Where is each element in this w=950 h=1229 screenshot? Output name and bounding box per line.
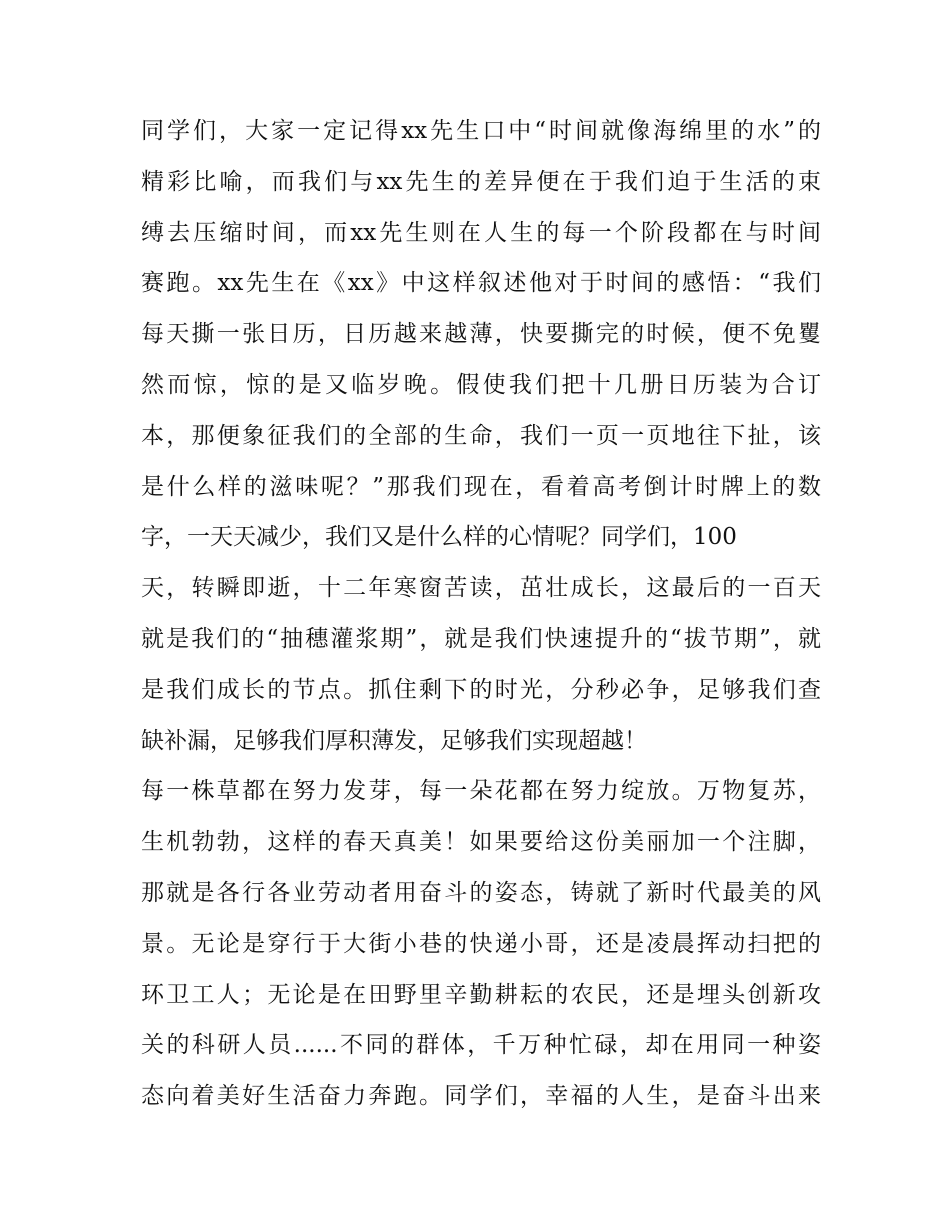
text-line: 缚去压缩时间，而xx先生则在人生的每一个阶段都在与时间 xyxy=(141,219,821,246)
text-line: 本，那便象征我们的全部的生命，我们一页一页地往下扯，该 xyxy=(141,422,821,449)
text-line: 景。无论是穿行于大街小巷的快递小哥，还是凌晨挥动扫把的 xyxy=(141,930,821,957)
text-line: 就是我们的“抽穗灌浆期”，就是我们快速提升的“拔节期”，就 xyxy=(141,625,821,652)
text-line: 是我们成长的节点。抓住剩下的时光，分秒必争，足够我们查 xyxy=(141,676,821,703)
text-line: 每一株草都在努力发芽，每一朵花都在努力绽放。万物复苏， xyxy=(141,778,821,805)
paragraph-2 xyxy=(141,766,821,1122)
text-line: 那就是各行各业劳动者用奋斗的姿态，铸就了新时代最美的风 xyxy=(141,879,821,906)
text-line: 同学们，大家一定记得xx先生口中“时间就像海绵里的水”的 xyxy=(141,118,821,144)
text-line: 环卫工人；无论是在田野里辛勤耕耘的农民，还是埋头创新攻 xyxy=(141,981,821,1008)
paragraph-1 xyxy=(141,106,821,766)
text-line: 生机勃勃，这样的春天真美！如果要给这份美丽加一个注脚， xyxy=(141,829,821,856)
text-line: 精彩比喻，而我们与xx先生的差异便在于我们迫于生活的束 xyxy=(141,168,821,195)
text-line: 赛跑。xx先生在《xx》中这样叙述他对于时间的感悟：“我们 xyxy=(141,270,821,297)
text-line: 关的科研人员......不同的群体，千万种忙碌，却在用同一种姿 xyxy=(141,1032,821,1059)
text-line: 缺补漏，足够我们厚积薄发，足够我们实现超越！ xyxy=(141,727,647,754)
text-line: 然而惊，惊的是又临岁晚。假使我们把十几册日历装为合订 xyxy=(141,371,821,398)
text-line: 态向着美好生活奋力奔跑。同学们，幸福的人生，是奋斗出来 xyxy=(141,1083,821,1110)
text-line: 是什么样的滋味呢？”那我们现在，看着高考倒计时牌上的数 xyxy=(141,473,821,500)
document-body xyxy=(141,106,821,1122)
text-line: 天，转瞬即逝，十二年寒窗苦读，茁壮成长，这最后的一百天 xyxy=(141,575,821,602)
text-line: 字，一天天减少，我们又是什么样的心情呢？同学们，100 xyxy=(141,524,737,551)
text-line: 每天撕一张日历，日历越来越薄，快要撕完的时候，便不免矍 xyxy=(141,321,821,348)
